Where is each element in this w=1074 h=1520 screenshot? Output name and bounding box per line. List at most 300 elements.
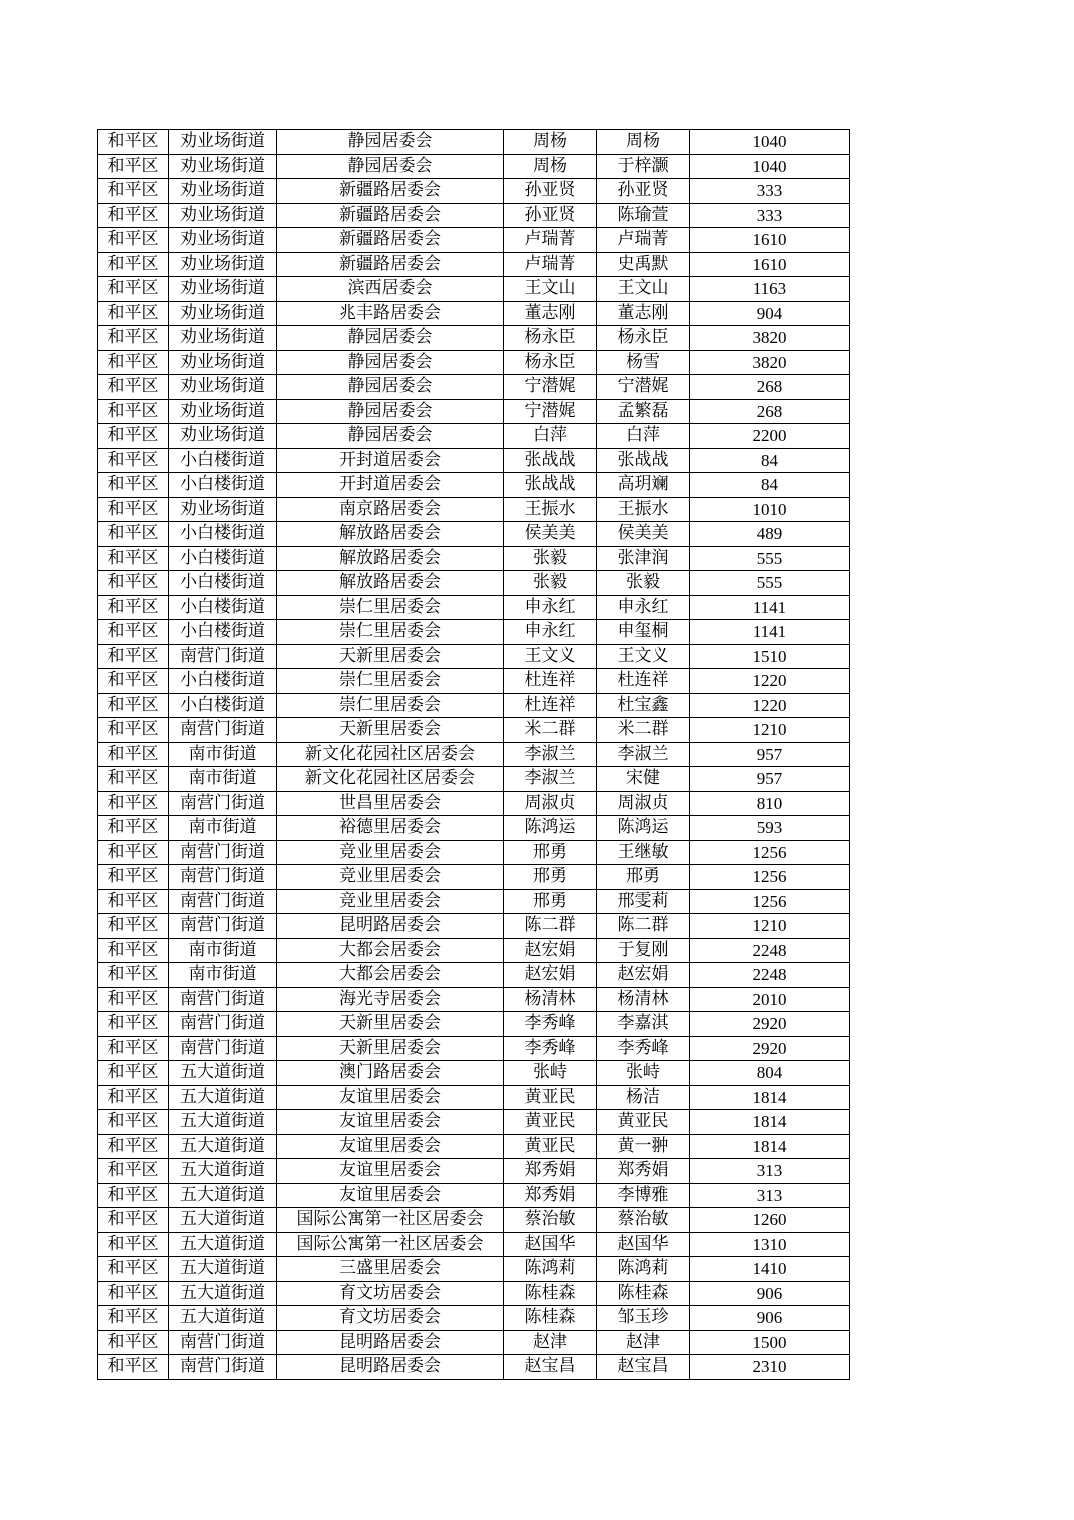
subdistrict-cell: 劝业场街道 (169, 399, 277, 424)
table-row (98, 914, 850, 939)
table-row (98, 571, 850, 596)
member-cell: 卢瑞菁 (597, 228, 690, 253)
member-cell: 陈瑜萱 (597, 203, 690, 228)
district-cell: 和平区 (98, 1306, 169, 1331)
member-cell: 侯美美 (597, 522, 690, 547)
amount-cell: 2248 (690, 938, 850, 963)
table-row (98, 816, 850, 841)
district-cell: 和平区 (98, 718, 169, 743)
district-cell: 和平区 (98, 1281, 169, 1306)
amount-cell: 2200 (690, 424, 850, 449)
subdistrict-cell: 五大道街道 (169, 1232, 277, 1257)
amount-cell: 333 (690, 179, 850, 204)
subdistrict-cell: 南营门街道 (169, 791, 277, 816)
amount-cell: 2310 (690, 1355, 850, 1380)
member-cell: 高玥斓 (597, 473, 690, 498)
member-cell: 申玺桐 (597, 620, 690, 645)
applicant-cell: 赵宏娟 (504, 938, 597, 963)
amount-cell: 1163 (690, 277, 850, 302)
table-row (98, 1281, 850, 1306)
amount-cell: 1814 (690, 1134, 850, 1159)
amount-cell: 2248 (690, 963, 850, 988)
applicant-cell: 周杨 (504, 130, 597, 155)
table-row (98, 1085, 850, 1110)
member-cell: 米二群 (597, 718, 690, 743)
table-row (98, 791, 850, 816)
applicant-cell: 黄亚民 (504, 1110, 597, 1135)
table-row (98, 1183, 850, 1208)
member-cell: 杜连祥 (597, 669, 690, 694)
amount-cell: 904 (690, 301, 850, 326)
table-row (98, 130, 850, 155)
table-row (98, 350, 850, 375)
committee-cell: 静园居委会 (277, 326, 504, 351)
table-row (98, 1257, 850, 1282)
amount-cell: 268 (690, 375, 850, 400)
member-cell: 邹玉珍 (597, 1306, 690, 1331)
district-cell: 和平区 (98, 571, 169, 596)
table-row (98, 718, 850, 743)
district-cell: 和平区 (98, 473, 169, 498)
committee-cell: 滨西居委会 (277, 277, 504, 302)
applicant-cell: 赵宝昌 (504, 1355, 597, 1380)
committee-cell: 南京路居委会 (277, 497, 504, 522)
committee-cell: 静园居委会 (277, 130, 504, 155)
subdistrict-cell: 小白楼街道 (169, 571, 277, 596)
member-cell: 赵宝昌 (597, 1355, 690, 1380)
applicant-cell: 卢瑞菁 (504, 228, 597, 253)
committee-cell: 解放路居委会 (277, 546, 504, 571)
table-row (98, 522, 850, 547)
member-cell: 孟繁磊 (597, 399, 690, 424)
table-row (98, 669, 850, 694)
member-cell: 王文义 (597, 644, 690, 669)
applicant-cell: 孙亚贤 (504, 203, 597, 228)
member-cell: 李秀峰 (597, 1036, 690, 1061)
member-cell: 李嘉淇 (597, 1012, 690, 1037)
table-row (98, 1208, 850, 1233)
applicant-cell: 杜连祥 (504, 669, 597, 694)
amount-cell: 1040 (690, 154, 850, 179)
district-cell: 和平区 (98, 1110, 169, 1135)
amount-cell: 489 (690, 522, 850, 547)
member-cell: 董志刚 (597, 301, 690, 326)
subdistrict-cell: 劝业场街道 (169, 497, 277, 522)
applicant-cell: 赵宏娟 (504, 963, 597, 988)
committee-cell: 天新里居委会 (277, 718, 504, 743)
member-cell: 赵国华 (597, 1232, 690, 1257)
table-row (98, 497, 850, 522)
applicant-cell: 郑秀娟 (504, 1183, 597, 1208)
committee-cell: 国际公寓第一社区居委会 (277, 1232, 504, 1257)
district-cell: 和平区 (98, 644, 169, 669)
committee-cell: 新疆路居委会 (277, 228, 504, 253)
applicant-cell: 孙亚贤 (504, 179, 597, 204)
committee-cell: 天新里居委会 (277, 1036, 504, 1061)
committee-cell: 解放路居委会 (277, 571, 504, 596)
subdistrict-cell: 劝业场街道 (169, 252, 277, 277)
applicant-cell: 王文山 (504, 277, 597, 302)
committee-cell: 静园居委会 (277, 424, 504, 449)
member-cell: 陈桂森 (597, 1281, 690, 1306)
subdistrict-cell: 五大道街道 (169, 1134, 277, 1159)
amount-cell: 1220 (690, 669, 850, 694)
subdistrict-cell: 南营门街道 (169, 644, 277, 669)
committee-cell: 昆明路居委会 (277, 914, 504, 939)
data-table (97, 129, 850, 1380)
applicant-cell: 董志刚 (504, 301, 597, 326)
member-cell: 杜宝鑫 (597, 693, 690, 718)
district-cell: 和平区 (98, 497, 169, 522)
district-cell: 和平区 (98, 424, 169, 449)
amount-cell: 1610 (690, 252, 850, 277)
member-cell: 周淑贞 (597, 791, 690, 816)
district-cell: 和平区 (98, 1061, 169, 1086)
table-row (98, 301, 850, 326)
district-cell: 和平区 (98, 889, 169, 914)
subdistrict-cell: 小白楼街道 (169, 693, 277, 718)
amount-cell: 2010 (690, 987, 850, 1012)
district-cell: 和平区 (98, 1183, 169, 1208)
amount-cell: 3820 (690, 350, 850, 375)
member-cell: 杨雪 (597, 350, 690, 375)
applicant-cell: 赵津 (504, 1330, 597, 1355)
applicant-cell: 陈鸿莉 (504, 1257, 597, 1282)
subdistrict-cell: 劝业场街道 (169, 350, 277, 375)
member-cell: 张战战 (597, 448, 690, 473)
member-cell: 陈二群 (597, 914, 690, 939)
applicant-cell: 宁潜娓 (504, 399, 597, 424)
member-cell: 陈鸿运 (597, 816, 690, 841)
applicant-cell: 陈二群 (504, 914, 597, 939)
table-row (98, 620, 850, 645)
subdistrict-cell: 南市街道 (169, 816, 277, 841)
subdistrict-cell: 五大道街道 (169, 1183, 277, 1208)
applicant-cell: 赵国华 (504, 1232, 597, 1257)
subdistrict-cell: 南营门街道 (169, 914, 277, 939)
table-row (98, 448, 850, 473)
table-row (98, 987, 850, 1012)
table-row (98, 1330, 850, 1355)
subdistrict-cell: 劝业场街道 (169, 130, 277, 155)
district-cell: 和平区 (98, 1232, 169, 1257)
amount-cell: 1610 (690, 228, 850, 253)
applicant-cell: 周淑贞 (504, 791, 597, 816)
district-cell: 和平区 (98, 179, 169, 204)
table-row (98, 595, 850, 620)
applicant-cell: 杜连祥 (504, 693, 597, 718)
table-row (98, 252, 850, 277)
amount-cell: 84 (690, 448, 850, 473)
committee-cell: 崇仁里居委会 (277, 595, 504, 620)
member-cell: 蔡治敏 (597, 1208, 690, 1233)
member-cell: 陈鸿莉 (597, 1257, 690, 1282)
member-cell: 王文山 (597, 277, 690, 302)
member-cell: 张峙 (597, 1061, 690, 1086)
subdistrict-cell: 南营门街道 (169, 1355, 277, 1380)
table-row (98, 1012, 850, 1037)
district-cell: 和平区 (98, 595, 169, 620)
district-cell: 和平区 (98, 301, 169, 326)
table-row (98, 424, 850, 449)
district-cell: 和平区 (98, 963, 169, 988)
amount-cell: 3820 (690, 326, 850, 351)
table-row (98, 1134, 850, 1159)
committee-cell: 育文坊居委会 (277, 1306, 504, 1331)
committee-cell: 竞业里居委会 (277, 840, 504, 865)
amount-cell: 1256 (690, 840, 850, 865)
subdistrict-cell: 五大道街道 (169, 1110, 277, 1135)
amount-cell: 1010 (690, 497, 850, 522)
amount-cell: 2920 (690, 1012, 850, 1037)
district-cell: 和平区 (98, 252, 169, 277)
subdistrict-cell: 小白楼街道 (169, 669, 277, 694)
applicant-cell: 邢勇 (504, 840, 597, 865)
committee-cell: 友谊里居委会 (277, 1134, 504, 1159)
applicant-cell: 米二群 (504, 718, 597, 743)
amount-cell: 1814 (690, 1110, 850, 1135)
district-cell: 和平区 (98, 938, 169, 963)
district-cell: 和平区 (98, 767, 169, 792)
applicant-cell: 李淑兰 (504, 767, 597, 792)
district-cell: 和平区 (98, 154, 169, 179)
amount-cell: 1500 (690, 1330, 850, 1355)
applicant-cell: 李秀峰 (504, 1012, 597, 1037)
table-row (98, 203, 850, 228)
applicant-cell: 周杨 (504, 154, 597, 179)
member-cell: 王继敏 (597, 840, 690, 865)
district-cell: 和平区 (98, 1330, 169, 1355)
district-cell: 和平区 (98, 228, 169, 253)
table-row (98, 1232, 850, 1257)
committee-cell: 澳门路居委会 (277, 1061, 504, 1086)
table-row (98, 840, 850, 865)
committee-cell: 静园居委会 (277, 399, 504, 424)
table-row (98, 742, 850, 767)
member-cell: 宋健 (597, 767, 690, 792)
amount-cell: 957 (690, 742, 850, 767)
table-row (98, 277, 850, 302)
amount-cell: 1814 (690, 1085, 850, 1110)
amount-cell: 906 (690, 1281, 850, 1306)
subdistrict-cell: 南市街道 (169, 938, 277, 963)
subdistrict-cell: 小白楼街道 (169, 546, 277, 571)
subdistrict-cell: 南市街道 (169, 742, 277, 767)
committee-cell: 静园居委会 (277, 154, 504, 179)
amount-cell: 84 (690, 473, 850, 498)
table-row (98, 1061, 850, 1086)
member-cell: 赵宏娟 (597, 963, 690, 988)
member-cell: 张津润 (597, 546, 690, 571)
district-cell: 和平区 (98, 448, 169, 473)
district-cell: 和平区 (98, 399, 169, 424)
district-cell: 和平区 (98, 1012, 169, 1037)
committee-cell: 友谊里居委会 (277, 1085, 504, 1110)
subdistrict-cell: 五大道街道 (169, 1281, 277, 1306)
committee-cell: 世昌里居委会 (277, 791, 504, 816)
applicant-cell: 邢勇 (504, 889, 597, 914)
committee-cell: 昆明路居委会 (277, 1330, 504, 1355)
applicant-cell: 申永红 (504, 595, 597, 620)
committee-cell: 开封道居委会 (277, 473, 504, 498)
applicant-cell: 杨永臣 (504, 326, 597, 351)
committee-cell: 天新里居委会 (277, 644, 504, 669)
table-row (98, 865, 850, 890)
subdistrict-cell: 五大道街道 (169, 1061, 277, 1086)
table-row (98, 1036, 850, 1061)
district-cell: 和平区 (98, 350, 169, 375)
member-cell: 黄一翀 (597, 1134, 690, 1159)
committee-cell: 开封道居委会 (277, 448, 504, 473)
member-cell: 邢雯莉 (597, 889, 690, 914)
amount-cell: 1210 (690, 914, 850, 939)
district-cell: 和平区 (98, 693, 169, 718)
committee-cell: 新文化花园社区居委会 (277, 742, 504, 767)
committee-cell: 国际公寓第一社区居委会 (277, 1208, 504, 1233)
applicant-cell: 王振水 (504, 497, 597, 522)
applicant-cell: 李秀峰 (504, 1036, 597, 1061)
subdistrict-cell: 小白楼街道 (169, 620, 277, 645)
subdistrict-cell: 五大道街道 (169, 1159, 277, 1184)
table-body (98, 130, 850, 1380)
amount-cell: 1310 (690, 1232, 850, 1257)
member-cell: 黄亚民 (597, 1110, 690, 1135)
district-cell: 和平区 (98, 1159, 169, 1184)
applicant-cell: 张毅 (504, 571, 597, 596)
amount-cell: 1260 (690, 1208, 850, 1233)
applicant-cell: 黄亚民 (504, 1085, 597, 1110)
member-cell: 赵津 (597, 1330, 690, 1355)
amount-cell: 313 (690, 1183, 850, 1208)
subdistrict-cell: 南营门街道 (169, 718, 277, 743)
subdistrict-cell: 劝业场街道 (169, 154, 277, 179)
subdistrict-cell: 劝业场街道 (169, 326, 277, 351)
district-cell: 和平区 (98, 742, 169, 767)
table-row (98, 1306, 850, 1331)
amount-cell: 593 (690, 816, 850, 841)
district-cell: 和平区 (98, 1355, 169, 1380)
member-cell: 李博雅 (597, 1183, 690, 1208)
applicant-cell: 张毅 (504, 546, 597, 571)
district-cell: 和平区 (98, 1085, 169, 1110)
amount-cell: 555 (690, 571, 850, 596)
amount-cell: 804 (690, 1061, 850, 1086)
amount-cell: 1256 (690, 865, 850, 890)
subdistrict-cell: 劝业场街道 (169, 203, 277, 228)
committee-cell: 解放路居委会 (277, 522, 504, 547)
applicant-cell: 陈桂森 (504, 1306, 597, 1331)
committee-cell: 兆丰路居委会 (277, 301, 504, 326)
applicant-cell: 张峙 (504, 1061, 597, 1086)
district-cell: 和平区 (98, 816, 169, 841)
table-row (98, 375, 850, 400)
committee-cell: 大都会居委会 (277, 938, 504, 963)
amount-cell: 1141 (690, 595, 850, 620)
committee-cell: 崇仁里居委会 (277, 620, 504, 645)
member-cell: 杨洁 (597, 1085, 690, 1110)
member-cell: 杨清林 (597, 987, 690, 1012)
subdistrict-cell: 五大道街道 (169, 1306, 277, 1331)
applicant-cell: 王文义 (504, 644, 597, 669)
table-row (98, 546, 850, 571)
district-cell: 和平区 (98, 1208, 169, 1233)
member-cell: 宁潜娓 (597, 375, 690, 400)
applicant-cell: 黄亚民 (504, 1134, 597, 1159)
district-cell: 和平区 (98, 1036, 169, 1061)
subdistrict-cell: 劝业场街道 (169, 277, 277, 302)
table-row (98, 228, 850, 253)
committee-cell: 崇仁里居委会 (277, 669, 504, 694)
table-row (98, 1355, 850, 1380)
committee-cell: 育文坊居委会 (277, 1281, 504, 1306)
table-row (98, 179, 850, 204)
committee-cell: 友谊里居委会 (277, 1183, 504, 1208)
district-cell: 和平区 (98, 865, 169, 890)
subdistrict-cell: 小白楼街道 (169, 473, 277, 498)
table-row (98, 693, 850, 718)
member-cell: 王振水 (597, 497, 690, 522)
subdistrict-cell: 劝业场街道 (169, 179, 277, 204)
member-cell: 郑秀娟 (597, 1159, 690, 1184)
applicant-cell: 蔡治敏 (504, 1208, 597, 1233)
amount-cell: 906 (690, 1306, 850, 1331)
subdistrict-cell: 五大道街道 (169, 1208, 277, 1233)
committee-cell: 静园居委会 (277, 375, 504, 400)
applicant-cell: 张战战 (504, 448, 597, 473)
committee-cell: 海光寺居委会 (277, 987, 504, 1012)
subdistrict-cell: 五大道街道 (169, 1085, 277, 1110)
district-cell: 和平区 (98, 326, 169, 351)
subdistrict-cell: 南营门街道 (169, 840, 277, 865)
committee-cell: 静园居委会 (277, 350, 504, 375)
district-cell: 和平区 (98, 1257, 169, 1282)
amount-cell: 1141 (690, 620, 850, 645)
committee-cell: 新文化花园社区居委会 (277, 767, 504, 792)
subdistrict-cell: 小白楼街道 (169, 522, 277, 547)
table-row (98, 1159, 850, 1184)
amount-cell: 1510 (690, 644, 850, 669)
table-row (98, 963, 850, 988)
committee-cell: 天新里居委会 (277, 1012, 504, 1037)
applicant-cell: 杨清林 (504, 987, 597, 1012)
district-cell: 和平区 (98, 1134, 169, 1159)
applicant-cell: 陈鸿运 (504, 816, 597, 841)
member-cell: 周杨 (597, 130, 690, 155)
committee-cell: 大都会居委会 (277, 963, 504, 988)
amount-cell: 333 (690, 203, 850, 228)
district-cell: 和平区 (98, 669, 169, 694)
applicant-cell: 郑秀娟 (504, 1159, 597, 1184)
district-cell: 和平区 (98, 914, 169, 939)
table-row (98, 644, 850, 669)
committee-cell: 竞业里居委会 (277, 865, 504, 890)
committee-cell: 新疆路居委会 (277, 203, 504, 228)
district-cell: 和平区 (98, 987, 169, 1012)
table-row (98, 399, 850, 424)
table-row (98, 1110, 850, 1135)
amount-cell: 1410 (690, 1257, 850, 1282)
committee-cell: 崇仁里居委会 (277, 693, 504, 718)
committee-cell: 新疆路居委会 (277, 252, 504, 277)
applicant-cell: 杨永臣 (504, 350, 597, 375)
subdistrict-cell: 劝业场街道 (169, 424, 277, 449)
amount-cell: 957 (690, 767, 850, 792)
table-row (98, 938, 850, 963)
district-cell: 和平区 (98, 620, 169, 645)
committee-cell: 新疆路居委会 (277, 179, 504, 204)
amount-cell: 1256 (690, 889, 850, 914)
district-cell: 和平区 (98, 277, 169, 302)
